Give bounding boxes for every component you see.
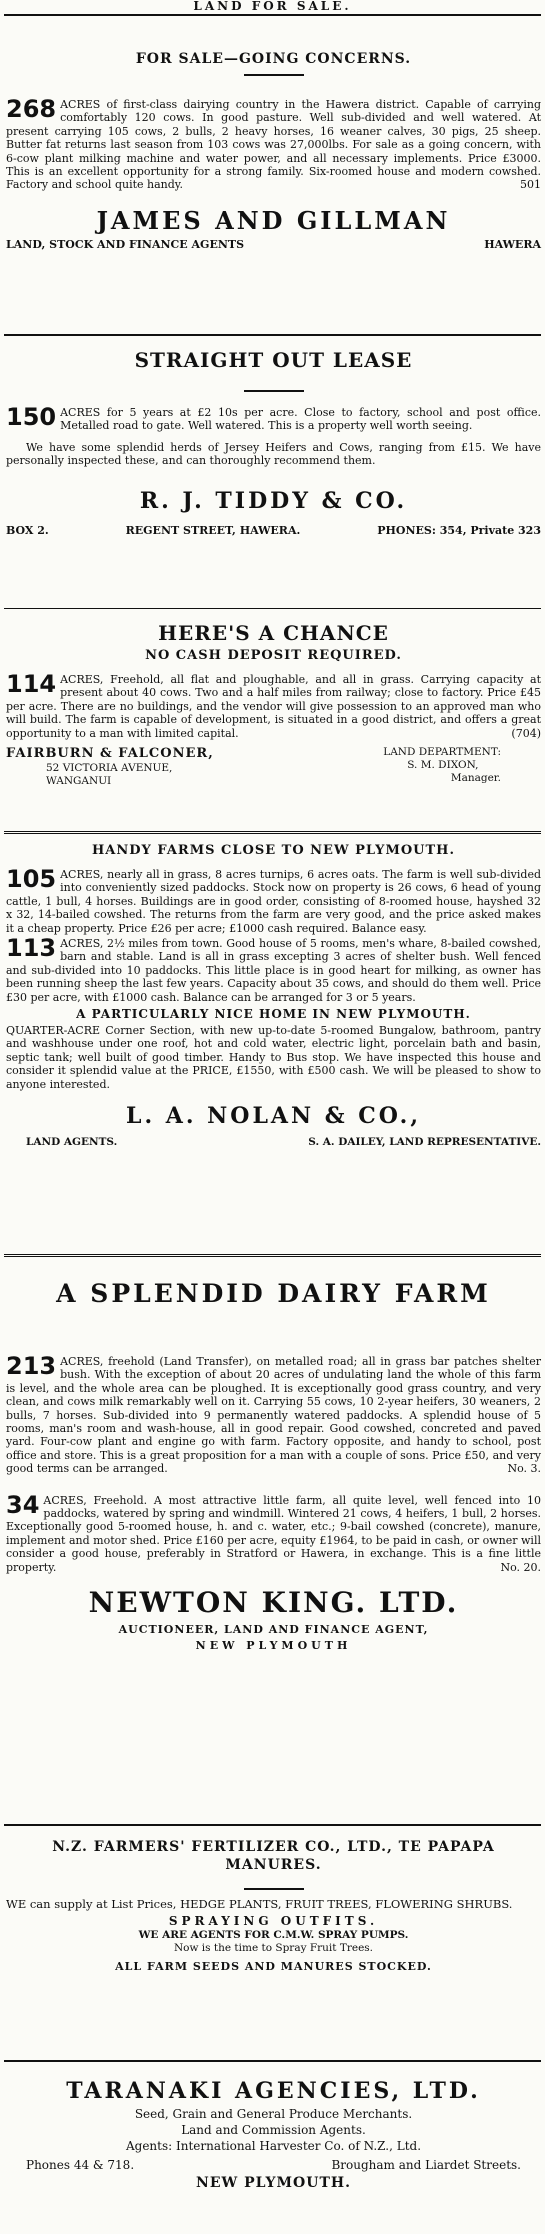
divider [4,1254,541,1257]
firm-name: R. J. TIDDY & CO. [139,487,408,514]
divider [4,831,541,834]
lead-number: 213 [6,1352,57,1380]
ad-subtitle: A PARTICULARLY NICE HOME IN NEW PLYMOUTH. [76,1007,471,1022]
ad-body-2: We have some splendid herds of Jersey Heifers and Cows, ranging from £15. We have personally inspected these, and can thoroughly recommend them. [6,440,541,468]
ad-subtitle: NO CASH DEPOSIT REQUIRED. [145,648,402,663]
manager-name: S. M. DIXON, [407,759,479,772]
line-agents: WE ARE AGENTS FOR C.M.W. SPRAY PUMPS. [138,1929,409,1942]
ad-title: A SPLENDID DAIRY FARM [56,1279,491,1308]
ad-body-1 [6,1352,541,1476]
divider [4,2060,541,2062]
street: REGENT STREET, HAWERA. [125,523,301,537]
ad-text: ACRES, 2½ miles from town. Good house of 5 rooms, men's whare, 8-bailed cowshed, barn and stable. Land is all in grass excepting 3 acres of shelter bush. Well fenced and sub-divided into 10 paddocks. This little place is in good heart for milking, as owner has been running sheep the last few years. Capacity about 35 cows, and should do them well. Price £30 per acre, with £1000 cash. Balance can be arranged for 3 or 5 years. [6,937,541,1004]
tag-left: LAND AGENTS. [26,1136,118,1149]
firm-tagline [6,1135,541,1149]
ad-title: STRAIGHT OUT LEASE [134,348,413,372]
ad-body [6,403,541,433]
line-now: Now is the time to Spray Fruit Trees. [173,1942,374,1955]
ad-body [6,670,541,740]
ref-number: No. 3. [507,1462,541,1476]
lead-number: 113 [6,934,57,963]
phones: PHONES: 354, Private 323 [377,523,541,537]
dept: LAND DEPARTMENT: [383,746,501,759]
ad-text: ACRES, nearly all in grass, 8 acres turnips, 6 acres oats. The farm is well sub-divided into conveniently sized paddocks. Stock now on property is 26 cows, 6 head of young cattle, 1 bull, 4 horses. Buildings are in good order, consisting of 8-roomed house, hayshed 32 x 32, 14-bailed cowshed. The returns from the farm are very good, and the price asked makes it a cheap property. Price £26 per acre; £1000 cash required. Balance easy. [6,868,541,935]
firm-contact [6,524,541,538]
firm-name: JAMES AND GILLMAN [96,205,451,235]
lead-number: 268 [6,95,57,123]
ad-text: ACRES, freehold (Land Transfer), on metalled road; all in grass bar patches shelter bush. With the exception of about 20 acres of undulating land the whole of this farm is level, and the whole area can be ploughed. It is exceptionally good grass country, and very clean, and cows milk remarkably well on it. Carrying 55 cows, 10 2-year heifers, 30 weaners, 2 bulls, 7 horses. Sub-divided into 9 permanently watered paddocks. A splendid house of 5 rooms, man's room and wash-house, all in good repair. Good cowshed, concreted and paved yard. Four-cow plant and engine go with farm. Factory opposite, and handy to school, post office and store. This is a great proposition for a man with a couple of sons. Price £50, and very good terms can be arranged. [6,1355,541,1476]
firm-tagline-1: AUCTIONEER, LAND AND FINANCE AGENT, [118,1623,429,1637]
lead-number: 114 [6,670,57,698]
ad-body: WE can supply at List Prices, HEDGE PLANTS, FRUIT TREES, FLOWERING SHRUBS. [6,1897,513,1911]
ad-taranaki-agencies [0,2076,545,2234]
ad-body [6,95,541,192]
firm-address-1: 52 VICTORIA AVENUE, [46,762,173,775]
ad-text: ACRES of first-class dairying country in the Hawera district. Capable of carrying comfortably 120 cows. In good pasture. Well sub-divided and well watered. At present carrying 105 cows, 2 bulls, 2 heavy horses, 16 weaner calves, 30 pigs, 25 sheep. Butter fat returns last season from 103 cows was 27,000lbs. For sale as a going concern, with 6-cow plant milking machine and water power, and all necessary implements. Price £3000. This is an excellent opportunity for a strong family. Six-roomed house and modern cowshed. Factory and school quite handy. [6,98,541,192]
lead-number: 34 [6,1490,40,1519]
lead-number: 105 [6,865,57,893]
ad-title-2: MANURES. [225,1857,322,1873]
firm-name: TARANAKI AGENCIES, LTD. [66,2078,481,2104]
ad-title: HANDY FARMS CLOSE TO NEW PLYMOUTH. [92,843,455,858]
ad-body-3: QUARTER-ACRE Corner Section, with new up-to-date 5-roomed Bungalow, bathroom, pantry and washhouse under one roof, hot and cold water, electric light, porcelain bath and basin, septic tank; well built of good timber. Handy to Bus stop. We have inspected this house and consider it splendid value at the PRICE, £1550, with £500 cash. We will be pleased to show to anyone interested. [6,1024,541,1091]
ad-tiddy [0,348,545,608]
tag-right: HAWERA [484,237,541,251]
ref-number: No. 20. [500,1560,541,1574]
ad-title: FOR SALE—GOING CONCERNS. [135,51,412,67]
manager-title: Manager. [450,772,501,785]
section-header: LAND FOR SALE. [193,0,352,13]
ad-nz-farmers-fertilizer [0,1838,545,2060]
firm-tagline-2: NEW PLYMOUTH [195,1639,352,1653]
ad-body-2 [6,1490,541,1574]
ad-text: ACRES for 5 years at £2 10s per acre. Close to factory, school and post office. Metalled road to gate. Well watered. This is a property well worth seeing. [60,406,541,433]
divider [244,390,304,392]
ad-newton-king [0,1279,545,1824]
firm-address-2: WANGANUI [46,775,112,788]
divider [4,608,541,609]
ad-title: N.Z. FARMERS' FERTILIZER CO., LTD., TE PAPAPA [52,1839,495,1855]
ad-nolan [0,842,545,1254]
firm-name: FAIRBURN & FALCONER, [6,746,214,762]
line-spraying: SPRAYING OUTFITS. [168,1914,379,1929]
divider [4,334,541,336]
divider [4,14,541,16]
firm-tagline [6,238,541,252]
ad-text: ACRES, Freehold, all flat and ploughable, and all in grass. Carrying capacity at present about 40 cows. Two and a half miles from railway; close to factory. Price £45 per acre. There are no buildings, and the vendor will give possession to an approved man who will build. The farm is capable of development, is situated in a good district, and offers a great opportunity to a man with limited capital. [6,673,541,740]
firm-name: L. A. NOLAN & CO., [126,1103,421,1130]
divider [244,74,304,76]
ad-body-1 [6,865,541,935]
phones: Phones 44 & 718. [26,2158,135,2172]
city: NEW PLYMOUTH. [196,2175,351,2191]
line-agents: Land and Commission Agents. [181,2123,366,2137]
divider [244,1888,304,1890]
line-merchants: Seed, Grain and General Produce Merchants. [134,2107,413,2121]
firm-block [6,746,541,788]
line-harvester: Agents: International Harvester Co. of N.Z., Ltd. [125,2139,422,2153]
ref-number: 501 [520,178,541,192]
divider [4,1824,541,1826]
tag-left: LAND, STOCK AND FINANCE AGENTS [6,237,245,251]
box: BOX 2. [6,523,49,537]
lead-number: 150 [6,403,57,431]
ad-text: ACRES, Freehold. A most attractive little farm, all quite level, well fenced into 10 paddocks, watered by spring and windmill. Wintered 21 cows, 4 heifers, 1 bull, 2 horses. Exceptionally good 5-roomed house, h. and c. water, etc.; 9-bail cowshed (concrete), manure, implement and motor shed. Price £160 per acre, equity £1964, to be paid in cash, or owner will consider a good house, preferably in Stratford or Hawera, in exchange. This is a fine little property. [6,1493,541,1574]
firm-left [6,746,214,788]
ad-title: HERE'S A CHANCE [158,621,389,645]
ref-number: (704) [511,726,541,740]
ad-body-2 [6,934,541,1004]
contact-row [6,2158,541,2172]
ad-james-gillman [0,50,545,334]
firm-right [383,746,541,788]
line-seeds: ALL FARM SEEDS AND MANURES STOCKED. [115,1960,432,1974]
ad-fairburn-falconer [0,621,545,831]
streets: Brougham and Liardet Streets. [331,2158,521,2172]
tag-right: S. A. DAILEY, LAND REPRESENTATIVE. [308,1136,541,1149]
firm-name: NEWTON KING. LTD. [88,1586,459,1620]
